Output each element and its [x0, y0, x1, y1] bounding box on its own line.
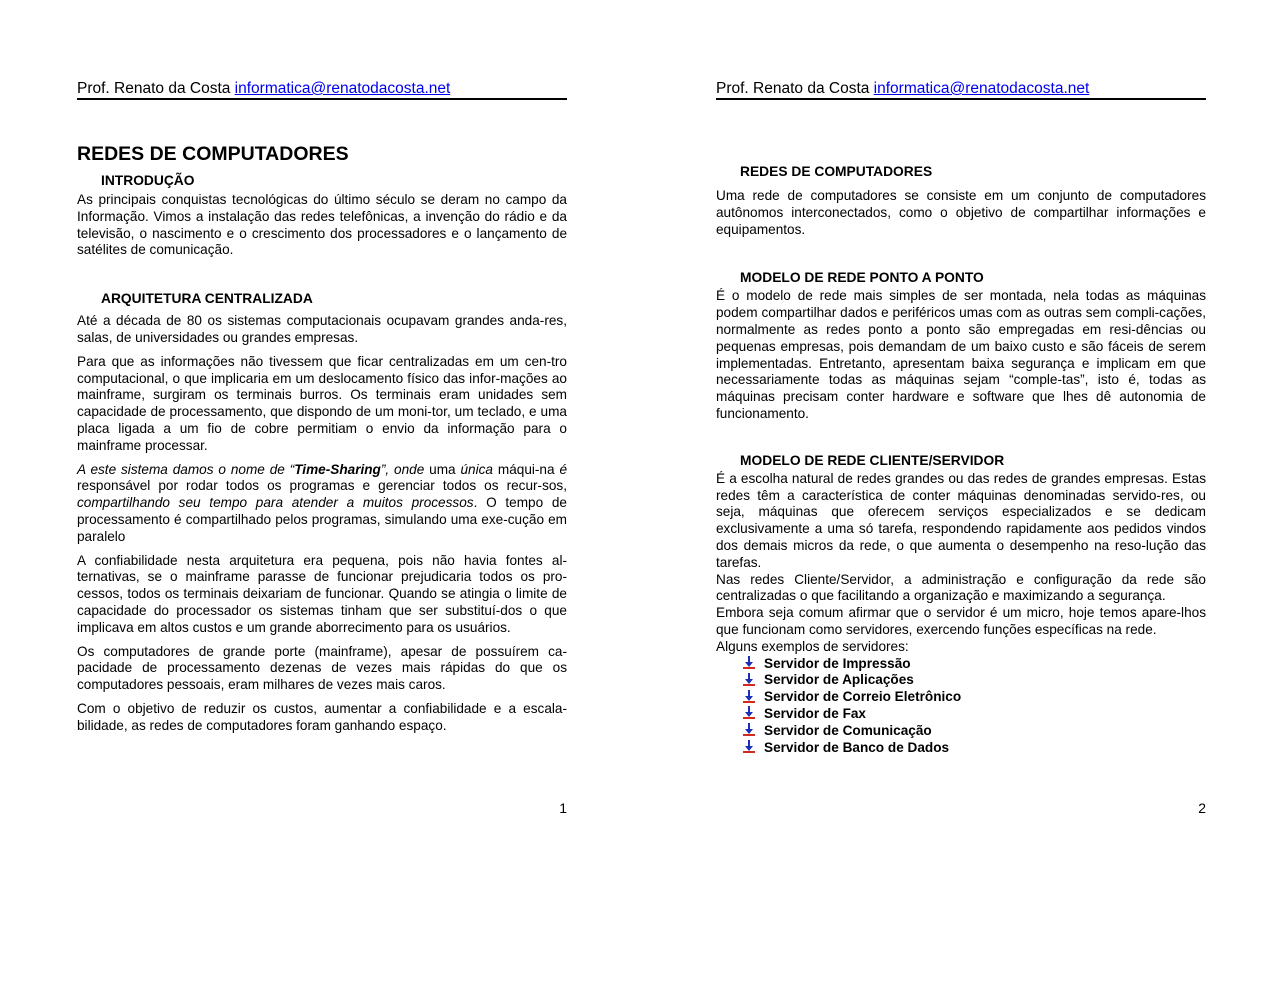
cs-paragraph-4: Alguns exemplos de servidores:	[716, 638, 909, 654]
page-number: 1	[559, 800, 567, 816]
header-author: Prof. Renato da Costa	[716, 80, 874, 97]
header-email-link[interactable]: informatica@renatodacosta.net	[873, 80, 1090, 97]
server-label: Servidor de Aplicações	[764, 672, 914, 688]
header-author: Prof. Renato da Costa	[77, 80, 235, 97]
page-1-content	[77, 142, 567, 735]
networks-heading: REDES DE COMPUTADORES	[740, 164, 933, 179]
ts-part: é	[559, 461, 567, 477]
page-title: REDES DE COMPUTADORES	[77, 143, 349, 165]
servers-list	[716, 656, 1206, 757]
intro-heading: INTRODUÇÃO	[101, 173, 195, 188]
p2p-paragraph: É o modelo de rede mais simples de ser montada, nela todas as máquinas podem compartilhar dados e periféricos umas com as outras sem compli-cações, normalmente as redes ponto a ponto são empregadas em resi-dências ou pequenas empresas, pois demandam de um baixo custo e são fáceis de serem implementadas. Entretanto, apresentam baixa segurança e implicam em que necessariamente todas as máquinas sejam “comple-tas”, isto é, todas as máquinas precisam conter hardware e software que lhes dê autonomia de funcionamento.	[716, 288, 1206, 421]
page-1	[77, 0, 567, 989]
client-server-heading: MODELO DE REDE CLIENTE/SERVIDOR	[740, 452, 1005, 468]
arch-paragraph-6: Com o objetivo de reduzir os custos, aumentar a confiabilidade e a escala-bilidade, as redes de computadores foram ganhando espaço.	[77, 700, 567, 733]
arrow-down-icon	[742, 656, 756, 670]
page-number: 2	[1198, 800, 1206, 816]
server-label: Servidor de Banco de Dados	[764, 739, 950, 755]
ts-part: uma	[424, 461, 461, 477]
arrow-down-icon	[742, 723, 756, 737]
arch-heading: ARQUITETURA CENTRALIZADA	[101, 291, 313, 307]
p2p-heading: MODELO DE REDE PONTO A PONTO	[740, 270, 984, 286]
ts-part: única	[460, 461, 493, 477]
cs-paragraph-3: Embora seja comum afirmar que o servidor é um micro, hoje temos apare-lhos que funcionam como servidores, exercendo funções específicas na rede.	[716, 605, 1206, 637]
page-2	[716, 0, 1206, 989]
page-2-content	[716, 163, 1206, 756]
time-sharing-paragraph	[77, 462, 567, 546]
server-label: Servidor de Impressão	[764, 655, 911, 671]
list-item	[742, 689, 1206, 706]
list-item	[742, 723, 1206, 740]
arrow-down-icon	[742, 740, 756, 754]
arch-paragraph-2: Para que as informações não tivessem que ficar centralizadas em um cen-tro computacional, o que implicaria em um deslocamento físico das infor-mações ao mainframe, surgiram os terminais burros. Os terminais eram unidades sem capacidade de processamento, que dispondo de um moni-tor, um teclado, e uma placa ligada a um fio de cobre permitiam o envio da informação para o mainframe processar.	[77, 353, 567, 453]
page-header	[77, 79, 567, 100]
list-item	[742, 672, 1206, 689]
header-email-link[interactable]: informatica@renatodacosta.net	[234, 80, 451, 97]
ts-part: . O tempo de processamento é compartilhado pelos programas, simulando uma exe-cução em paralelo	[77, 495, 567, 544]
ts-term: Time-Sharing	[294, 461, 381, 477]
intro-paragraph: As principais conquistas tecnológicas do último século se deram no campo da Informação. Vimos a instalação das redes telefônicas, a invenção do rádio e da televisão, o nascimento e o crescimento dos processadores e o lançamento de satélites de comunicação.	[77, 192, 567, 258]
cs-paragraph-2: Nas redes Cliente/Servidor, a administração e configuração da rede são centralizadas o que facilitando a organização e maximizando a segurança.	[716, 571, 1206, 604]
server-label: Servidor de Correio Eletrônico	[764, 689, 962, 705]
arch-paragraph-4: A confiabilidade nesta arquitetura era pequena, pois não havia fontes al-ternativas, se o mainframe parasse de funcionar prejudicaria todos os pro-cessos, todos os terminais deixariam de funcionar. Quando se atingia o limite de capacidade do processador os sistemas tinham que ser substituí-dos o que implicava em altos custos e um grande aborrecimento para os usuários.	[77, 552, 567, 635]
list-item	[742, 706, 1206, 723]
list-item	[742, 656, 1206, 673]
arch-paragraph-5: Os computadores de grande porte (mainframe), apesar de possuírem ca-pacidade de processamento dezenas de vezes mais rápidas do que os computadores pessoais, eram milhares de vezes mais caros.	[77, 643, 567, 693]
page-header	[716, 79, 1206, 100]
arrow-down-icon	[742, 690, 756, 704]
ts-part: ”, onde	[380, 461, 425, 477]
list-item	[742, 740, 1206, 757]
ts-part: máqui-na	[493, 461, 560, 477]
ts-part: A este sistema damos o nome de “	[77, 461, 295, 477]
cs-paragraph-1: É a escolha natural de redes grandes ou das redes de grandes empresas. Estas redes têm a característica de conter máquinas denominadas servido-res, ou seja, máquinas que oferecem serviços especializados e se dedicam exclusivamente a uma só tarefa, respondendo rapidamente aos pedidos vindos dos demais micros da rede, o que aumenta o desempenho na reso-lução das tarefas.	[716, 470, 1206, 570]
arrow-down-icon	[742, 673, 756, 687]
arch-paragraph-1: Até a década de 80 os sistemas computacionais ocupavam grandes anda-res, salas, de universidades ou grandes empresas.	[77, 313, 567, 345]
ts-part: responsável por rodar todos os programas e gerenciar todos os recur-sos,	[77, 478, 567, 494]
server-label: Servidor de Fax	[764, 705, 866, 721]
arrow-down-icon	[742, 706, 756, 720]
server-label: Servidor de Comunicação	[764, 722, 932, 738]
ts-part: compartilhando seu tempo para atender a muitos processos	[77, 495, 474, 511]
networks-paragraph: Uma rede de computadores se consiste em um conjunto de computadores autônomos interconectados, como o objetivo de compartilhar informações e equipamentos.	[716, 188, 1206, 237]
